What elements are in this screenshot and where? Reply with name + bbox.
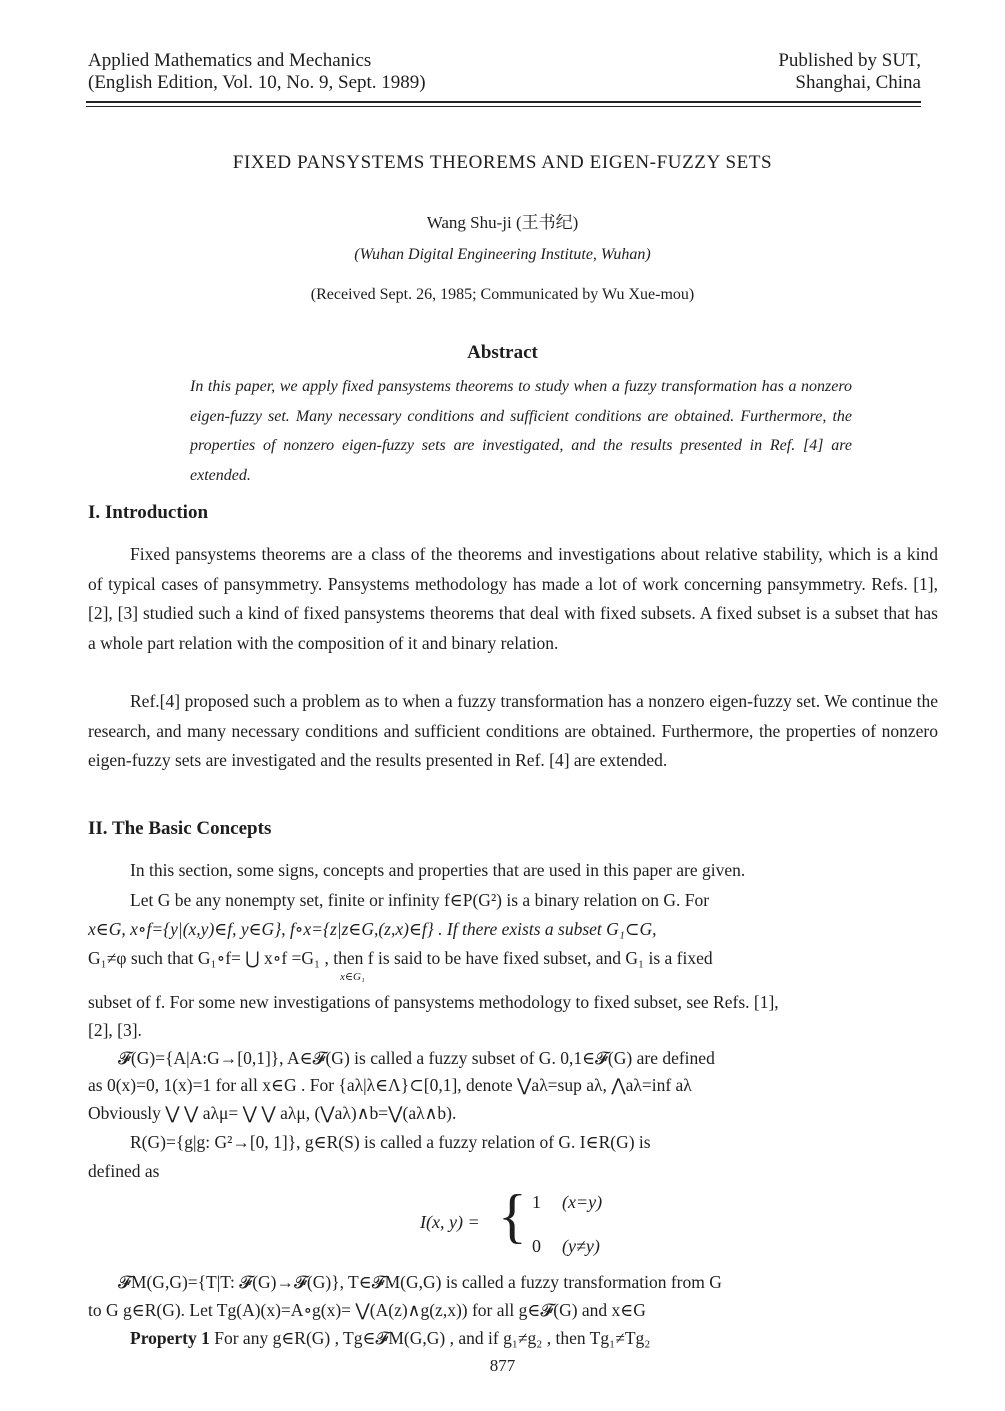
definition-line-12: to G g∈R(G). Let Tg(A)(x)=A∘g(x)= ⋁(A(z)∧g(z,x)) for all g∈𝓕(G) and x∈G	[88, 1300, 646, 1320]
formula-value-2: 0	[532, 1236, 541, 1256]
section-2-heading: II. The Basic Concepts	[88, 818, 272, 839]
definition-line-3: G₁≠φ such that G₁∘f= ⋃ x∘f =G₁ , then f is said to be have fixed subset, and G₁ is a fixed	[88, 948, 713, 968]
property-1-text: For any g∈R(G) , Tg∈𝓕M(G,G) , and if g₁≠g₂ , then Tg₁≠Tg₂	[209, 1328, 651, 1348]
article-affiliation: (Wuhan Digital Engineering Institute, Wuhan)	[354, 246, 651, 263]
definition-line-2: x∈G, x∘f={y|(x,y)∈f, y∈G}, f∘x={z|z∈G,(z,x)∈f} . If there exists a subset G₁⊂G,	[88, 919, 657, 939]
journal-title: Applied Mathematics and Mechanics	[88, 50, 372, 71]
journal-info	[88, 50, 426, 94]
basic-concepts-intro: In this section, some signs, concepts and properties that are used in this paper are given.	[130, 860, 746, 880]
definition-line-5: [2], [3].	[88, 1020, 142, 1040]
header-rule-thin	[86, 106, 921, 107]
section-1-heading: I. Introduction	[88, 502, 209, 523]
intro-paragraph-1: Fixed pansystems theorems are a class of the theorems and investigations about relative stability, which is a kind of typical cases of pansymmetry. Pansystems methodology has made a lot of work concerning pansymmetry. Refs. [1], [2], [3] studied such a kind of fixed pansystems theorems that deal with fixed subsets. A fixed subset is a subset that has a whole part relation with the composition of it and binary relation.	[88, 544, 938, 653]
property-1-label: Property 1	[130, 1328, 210, 1348]
definition-line-1: Let G be any nonempty set, finite or infinity f∈P(G²) is a binary relation on G. For	[130, 890, 710, 910]
article-title: FIXED PANSYSTEMS THEOREMS AND EIGEN-FUZZY SETS	[232, 152, 773, 173]
received-date: (Received Sept. 26, 1985; Communicated by Wu Xue-mou)	[310, 286, 695, 303]
property-1	[130, 1324, 980, 1354]
definition-line-8: Obviously ⋁ ⋁ aλμ= ⋁ ⋁ aλμ, (⋁aλ)∧b=⋁(aλ∧b).	[88, 1103, 457, 1123]
publisher-location: Shanghai, China	[795, 72, 921, 93]
abstract-heading: Abstract	[467, 342, 538, 363]
union-subscript: x∈G₁	[340, 971, 365, 983]
formula-condition-1: (x=y)	[562, 1192, 603, 1212]
definition-line-6: 𝓕(G)={A|A:G→[0,1]}, A∈𝓕(G) is called a fuzzy subset of G. 0,1∈𝓕(G) are defined	[118, 1048, 715, 1068]
left-brace: {	[498, 1183, 527, 1249]
definition-line-9: R(G)={g|g: G²→[0, 1]}, g∈R(S) is called a fuzzy relation of G. I∈R(G) is	[130, 1132, 651, 1152]
publisher-name: Published by SUT,	[778, 50, 921, 71]
formula-value-1: 1	[532, 1192, 541, 1212]
intro-paragraph-2: Ref.[4] proposed such a problem as to when a fuzzy transformation has a nonzero eigen-fuzzy set. We continue the research, and many necessary conditions and sufficient conditions are obtained. Furthermore, the properties of nonzero eigen-fuzzy sets are investigated and the results presented in Ref. [4] are extended.	[88, 691, 938, 770]
definition-line-10: defined as	[88, 1161, 160, 1181]
abstract-text: In this paper, we apply fixed pansystems theorems to study when a fuzzy transformation has a nonzero eigen-fuzzy set. Many necessary conditions and sufficient conditions are obtained. Furthermore, the properties of nonzero eigen-fuzzy sets are investigated, and the results presented in Ref. [4] are extended.	[190, 378, 852, 484]
definition-line-4: subset of f. For some new investigations of pansystems methodology to fixed subset, see Refs. [1],	[88, 992, 779, 1012]
formula-condition-2: (y≠y)	[562, 1236, 600, 1256]
journal-edition: (English Edition, Vol. 10, No. 9, Sept. 1989)	[88, 72, 426, 93]
formula-lhs: I(x, y) =	[420, 1212, 480, 1232]
definition-line-11: 𝓕M(G,G)={T|T: 𝓕(G)→𝓕(G)}, T∈𝓕M(G,G) is called a fuzzy transformation from G	[118, 1272, 722, 1292]
header-rule-thick	[86, 101, 921, 103]
publisher-info	[778, 50, 921, 94]
page-number: 877	[489, 1356, 516, 1375]
definition-line-7: as 0(x)=0, 1(x)=1 for all x∈G . For {aλ|λ∈Λ}⊂[0,1], denote ⋁aλ=sup aλ, ⋀aλ=inf aλ	[88, 1075, 692, 1095]
article-author: Wang Shu-ji (王书纪)	[426, 213, 579, 232]
